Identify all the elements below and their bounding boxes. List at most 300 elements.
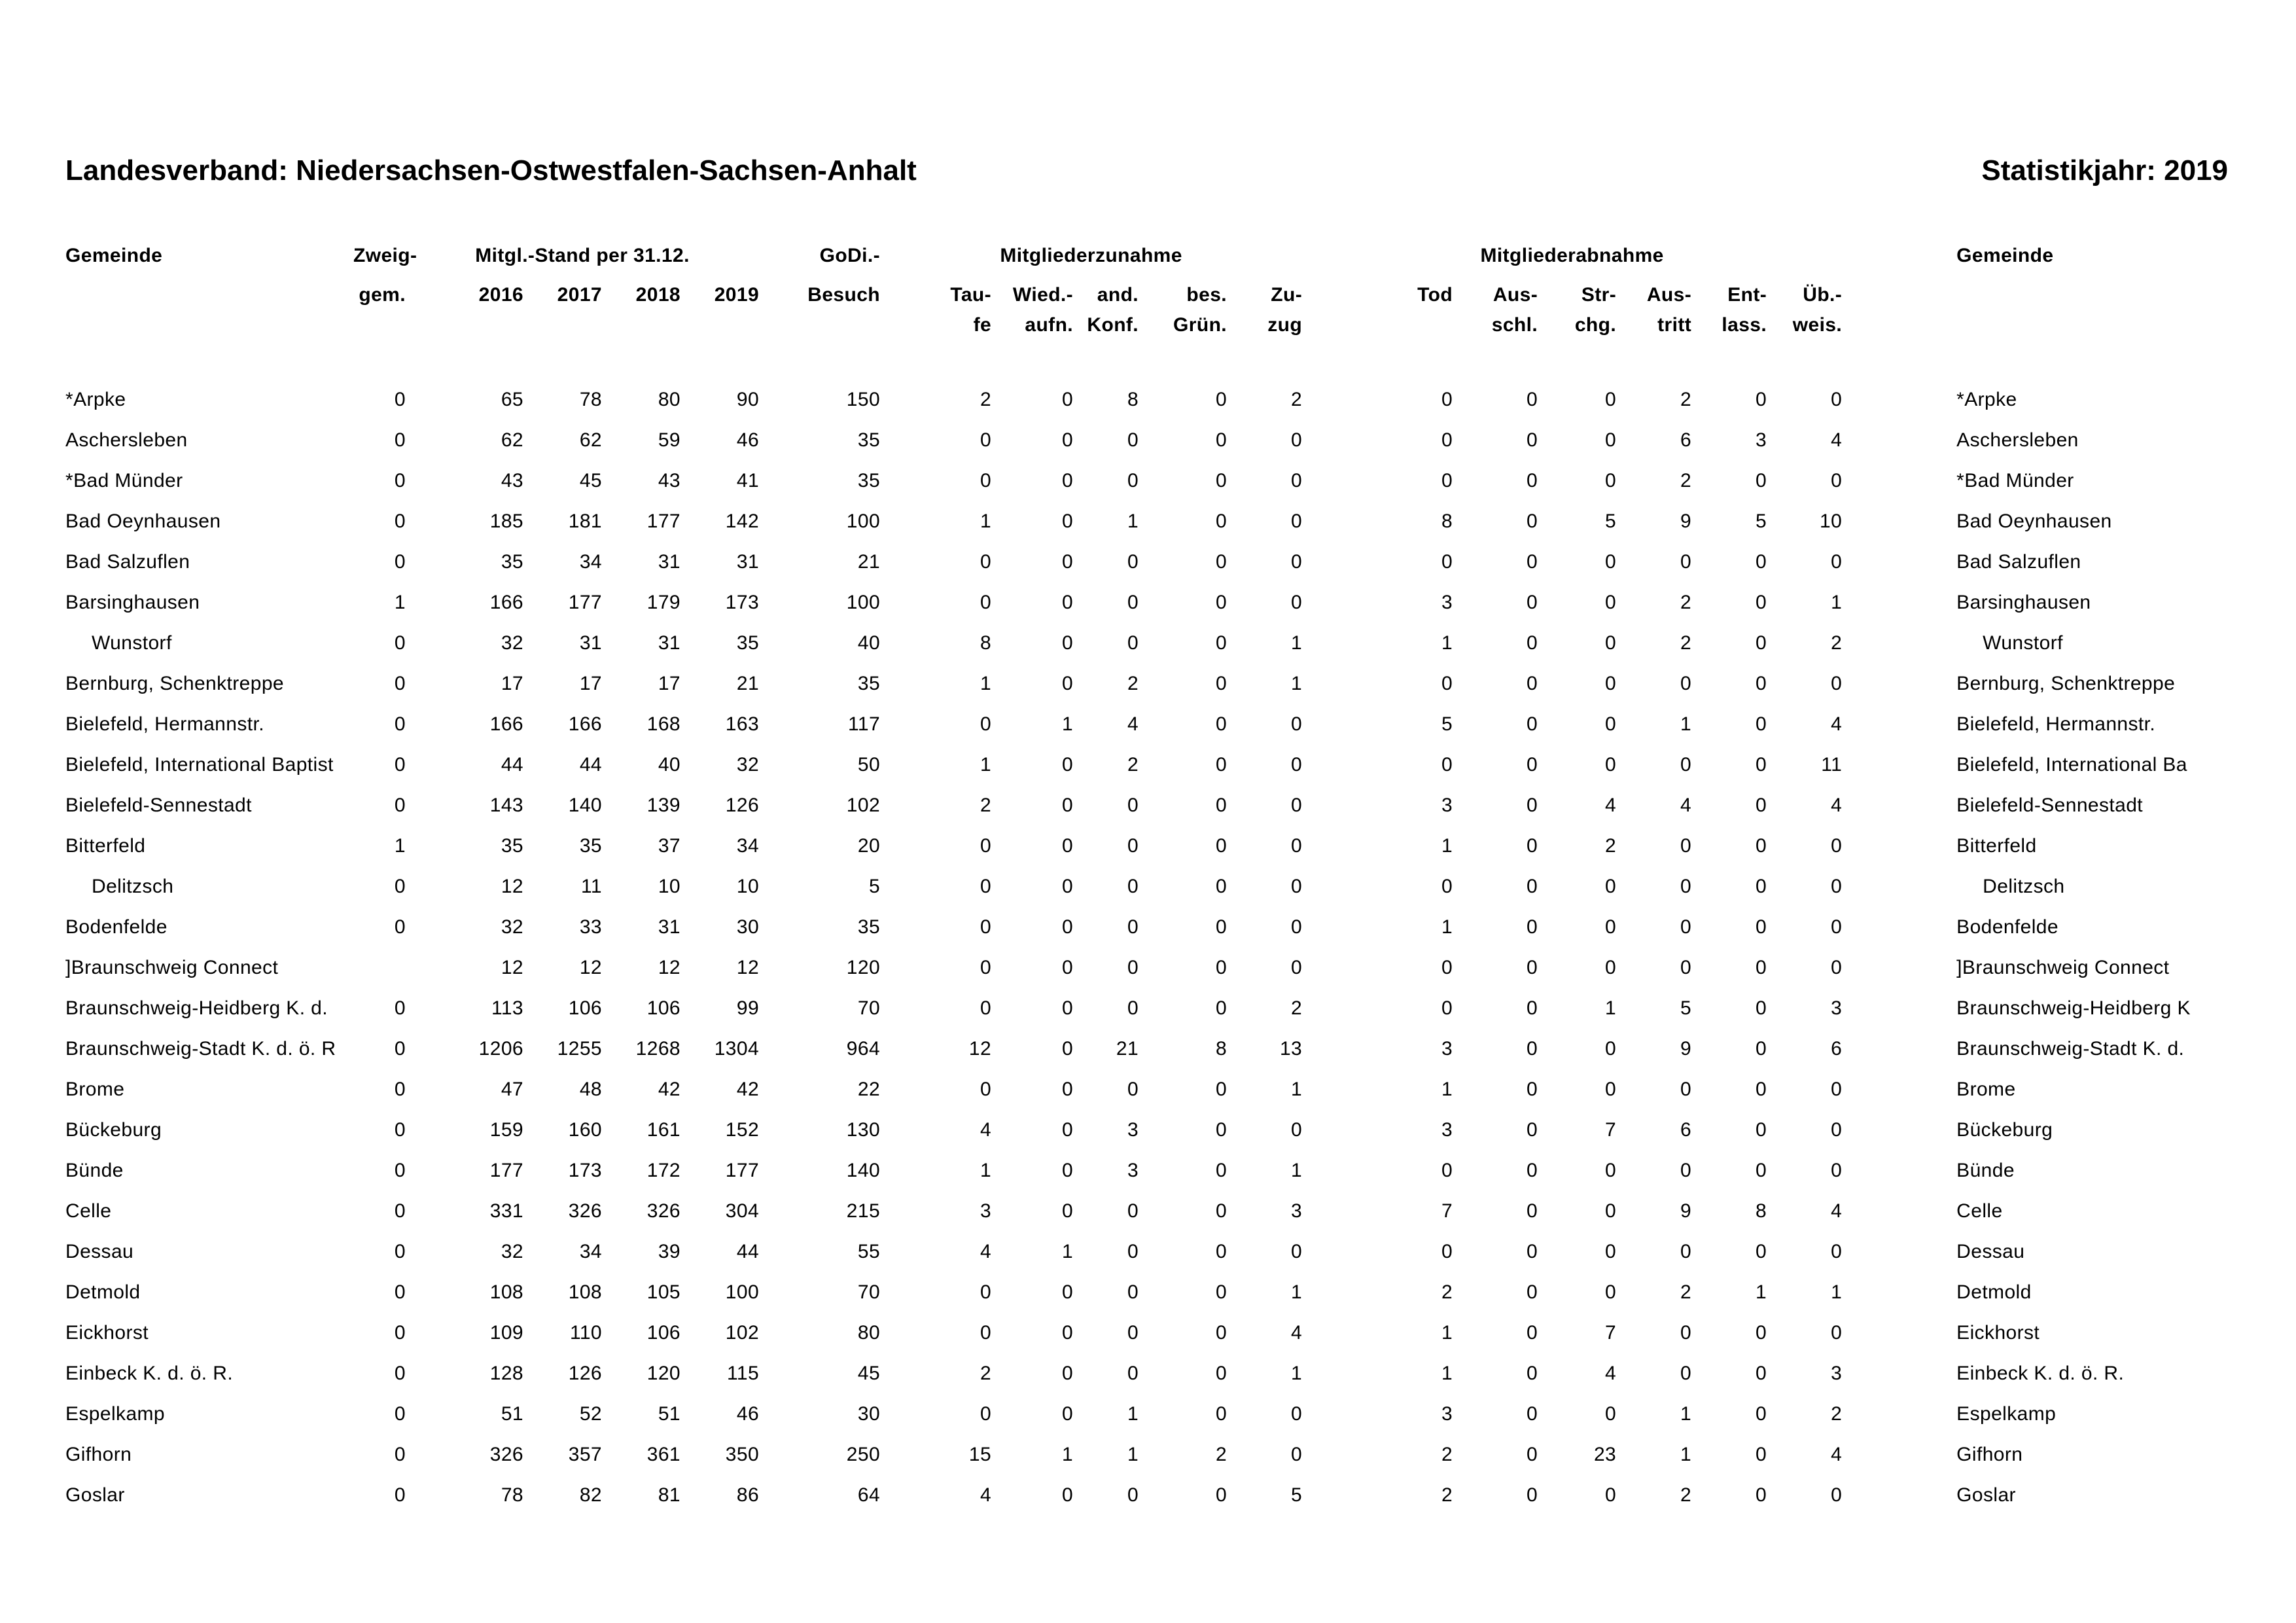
godi-besuch-value: 35 (857, 429, 881, 451)
zweiggemeinden-value: 0 (394, 1402, 406, 1425)
stand-2019-value: 34 (736, 834, 760, 857)
wiederaufnahme-value: 0 (1061, 632, 1074, 654)
row-spacer (1842, 1191, 1956, 1232)
stand-2016-value: 62 (501, 429, 523, 451)
zweiggemeinden-value: 1 (394, 591, 406, 613)
stand-2017-value: 52 (579, 1402, 602, 1425)
austritt-value: 0 (1680, 1159, 1692, 1181)
andere-konfession-value: 0 (1127, 1484, 1139, 1506)
tod-value: 1 (1441, 632, 1453, 654)
besondere-gruende-value: 0 (1215, 997, 1227, 1019)
ausschluss-value: 0 (1527, 1200, 1538, 1222)
stand-2017-value: 166 (568, 713, 602, 735)
ausschluss-value: 0 (1527, 510, 1538, 532)
wiederaufnahme-value: 0 (1061, 1078, 1074, 1100)
table-row (65, 664, 2231, 704)
andere-konfession-value: 0 (1127, 1078, 1139, 1100)
ueberweisung-value: 0 (1831, 1484, 1843, 1506)
taufe-value: 0 (980, 1402, 992, 1425)
ausschluss-value: 0 (1527, 1321, 1538, 1344)
col-header-tod-line2 (1302, 314, 1453, 343)
austritt-value: 0 (1680, 916, 1692, 938)
entlassung-value: 0 (1756, 956, 1767, 978)
godi-besuch-value: 21 (857, 550, 881, 573)
stand-2018-value: 59 (658, 429, 680, 451)
stand-2019-value: 46 (736, 1402, 760, 1425)
col-header-uebweis-line1: Üb.- (1803, 284, 1843, 306)
zuzug-value: 2 (1291, 388, 1303, 410)
table-row (65, 582, 2231, 623)
besondere-gruende-value: 0 (1215, 916, 1227, 938)
zweiggemeinden-value: 0 (394, 794, 406, 816)
col-header-wiedaufn-line1: Wied.- (1012, 284, 1074, 306)
zweiggemeinden-value: 0 (394, 1321, 406, 1344)
col-header-year-2016: 2016 (478, 284, 523, 306)
wiederaufnahme-value: 0 (1061, 1037, 1074, 1060)
statistics-table (65, 242, 2231, 1516)
stand-2019-value: 42 (736, 1078, 760, 1100)
zweiggemeinden-value: 0 (394, 753, 406, 776)
stand-2018-value: 81 (658, 1484, 680, 1506)
stand-2018-value: 172 (646, 1159, 680, 1181)
zweiggemeinden-value: 0 (394, 388, 406, 410)
tod-value: 0 (1441, 1159, 1453, 1181)
gemeinde-name: Eickhorst (65, 1321, 149, 1344)
col-header-entlass-line1: Ent- (1727, 284, 1767, 306)
wiederaufnahme-value: 0 (1061, 429, 1074, 451)
besondere-gruende-value: 0 (1215, 1118, 1227, 1141)
statistics-year-label: Statistikjahr: 2019 (1981, 154, 2228, 187)
tod-value: 0 (1441, 469, 1453, 491)
stand-2016-value: 159 (489, 1118, 523, 1141)
col-header-tod: Tod (1417, 284, 1453, 306)
ausschluss-value: 0 (1527, 1118, 1538, 1141)
stand-2019-value: 115 (727, 1362, 760, 1384)
zweiggemeinden-value: 0 (394, 1362, 406, 1384)
stand-2016-value: 166 (489, 591, 523, 613)
entlassung-value: 0 (1756, 1402, 1767, 1425)
stand-2018-value: 37 (658, 834, 680, 857)
gemeinde-name: Detmold (65, 1281, 141, 1303)
gemeinde-name-right: Brome (1956, 1078, 2016, 1100)
austritt-value: 9 (1680, 510, 1692, 532)
gemeinde-name: Bitterfeld (65, 834, 146, 857)
col-header-year-2019: 2019 (714, 284, 760, 306)
ueberweisung-value: 1 (1831, 1281, 1843, 1303)
gemeinde-name: Celle (65, 1200, 112, 1222)
col-header-year-2018: 2018 (635, 284, 680, 306)
col-header-gemeinde-right: Gemeinde (1956, 245, 2054, 266)
tod-value: 7 (1441, 1200, 1453, 1222)
besondere-gruende-value: 0 (1215, 591, 1227, 613)
stand-2017-value: 326 (568, 1200, 602, 1222)
streichung-value: 0 (1605, 469, 1617, 491)
stand-2018-value: 51 (658, 1402, 680, 1425)
zweiggemeinden-value: 1 (394, 834, 406, 857)
austritt-value: 2 (1680, 1281, 1692, 1303)
header-row-line2 (65, 284, 2231, 314)
col-header-godi-line2: Besuch (807, 284, 881, 306)
zuzug-value: 0 (1291, 753, 1303, 776)
zuzug-value: 0 (1291, 916, 1303, 938)
entlassung-value: 8 (1756, 1200, 1767, 1222)
col-header-zweig-line1: Zweig- (353, 245, 417, 266)
gemeinde-name-right: Aschersleben (1956, 429, 2079, 451)
zuzug-value: 2 (1291, 997, 1303, 1019)
zuzug-value: 1 (1291, 1362, 1303, 1384)
austritt-value: 0 (1680, 1362, 1692, 1384)
andere-konfession-value: 0 (1127, 834, 1139, 857)
ueberweisung-value: 0 (1831, 916, 1843, 938)
zweiggemeinden-value: 0 (394, 672, 406, 694)
gemeinde-name: Barsinghausen (65, 591, 200, 613)
col-header-austritt-line2: tritt (1657, 314, 1692, 336)
zweiggemeinden-value: 0 (394, 997, 406, 1019)
streichung-value: 0 (1605, 591, 1617, 613)
stand-2017-value: 34 (579, 550, 602, 573)
gemeinde-name: Bernburg, Schenktreppe (65, 672, 285, 694)
stand-2019-value: 173 (725, 591, 760, 613)
gemeinde-name: Gifhorn (65, 1443, 132, 1465)
tod-value: 0 (1441, 672, 1453, 694)
row-spacer (1842, 704, 1956, 745)
gemeinde-name-right: Celle (1956, 1200, 2003, 1222)
taufe-value: 12 (968, 1037, 992, 1060)
stand-2018-value: 31 (658, 550, 680, 573)
ausschluss-value: 0 (1527, 469, 1538, 491)
zweiggemeinden-value: 0 (394, 1078, 406, 1100)
stand-2019-value: 10 (736, 875, 760, 897)
ausschluss-value: 0 (1527, 1443, 1538, 1465)
entlassung-value: 0 (1756, 550, 1767, 573)
godi-besuch-value: 50 (857, 753, 881, 776)
row-spacer (1842, 501, 1956, 542)
entlassung-value: 0 (1756, 916, 1767, 938)
gemeinde-name-right: Braunschweig-Stadt K. d. (1956, 1037, 2185, 1060)
ueberweisung-value: 6 (1831, 1037, 1843, 1060)
taufe-value: 4 (980, 1240, 992, 1262)
stand-2016-value: 113 (491, 997, 523, 1019)
zweiggemeinden-value: 0 (394, 1443, 406, 1465)
zweiggemeinden-value: 0 (394, 550, 406, 573)
zweiggemeinden-value: 0 (394, 916, 406, 938)
andere-konfession-value: 3 (1127, 1118, 1139, 1141)
stand-2019-value: 1304 (714, 1037, 760, 1060)
gemeinde-name-right: *Bad Münder (1956, 469, 2074, 491)
besondere-gruende-value: 0 (1215, 1200, 1227, 1222)
ueberweisung-value: 11 (1821, 753, 1843, 776)
ausschluss-value: 0 (1527, 875, 1538, 897)
taufe-value: 15 (968, 1443, 992, 1465)
header-row-groups (65, 242, 2231, 284)
stand-2017-value: 48 (579, 1078, 602, 1100)
table-row (65, 866, 2231, 907)
andere-konfession-value: 0 (1127, 550, 1139, 573)
zweiggemeinden-value: 0 (394, 1200, 406, 1222)
austritt-value: 0 (1680, 550, 1692, 573)
ueberweisung-value: 0 (1831, 1321, 1843, 1344)
ausschluss-value: 0 (1527, 997, 1538, 1019)
entlassung-value: 0 (1756, 997, 1767, 1019)
table-row (65, 1191, 2231, 1232)
taufe-value: 2 (980, 388, 992, 410)
tod-value: 3 (1441, 1402, 1453, 1425)
table-row (65, 785, 2231, 826)
godi-besuch-value: 22 (857, 1078, 881, 1100)
row-spacer (1842, 745, 1956, 785)
wiederaufnahme-value: 0 (1061, 794, 1074, 816)
table-row (65, 1110, 2231, 1150)
gemeinde-name-right: Barsinghausen (1956, 591, 2091, 613)
andere-konfession-value: 0 (1127, 916, 1139, 938)
row-spacer (1842, 542, 1956, 582)
besondere-gruende-value: 0 (1215, 875, 1227, 897)
table-row (65, 948, 2231, 988)
entlassung-value: 0 (1756, 794, 1767, 816)
austritt-value: 0 (1680, 875, 1692, 897)
taufe-value: 1 (980, 753, 992, 776)
gemeinde-name-right: Bitterfeld (1956, 834, 2037, 857)
besondere-gruende-value: 0 (1215, 1159, 1227, 1181)
stand-2019-value: 350 (725, 1443, 760, 1465)
table-row (65, 826, 2231, 866)
godi-besuch-value: 100 (846, 591, 881, 613)
table-header (65, 242, 2231, 380)
stand-2017-value: 181 (568, 510, 602, 532)
stand-2016-value: 185 (489, 510, 523, 532)
austritt-value: 0 (1680, 834, 1692, 857)
stand-2017-value: 173 (568, 1159, 602, 1181)
gemeinde-name-right: Detmold (1956, 1281, 2032, 1303)
table-row (65, 461, 2231, 501)
gemeinde-name: Bielefeld, Hermannstr. (65, 713, 264, 735)
stand-2019-value: 142 (725, 510, 760, 532)
godi-besuch-value: 80 (857, 1321, 881, 1344)
stand-2019-value: 21 (736, 672, 760, 694)
gemeinde-name-right: *Arpke (1956, 388, 2017, 410)
gemeinde-name: Brome (65, 1078, 125, 1100)
streichung-value: 4 (1605, 1362, 1617, 1384)
stand-2016-value: 166 (489, 713, 523, 735)
andere-konfession-value: 0 (1127, 875, 1139, 897)
stand-2016-value: 108 (489, 1281, 523, 1303)
taufe-value: 0 (980, 1281, 992, 1303)
zuzug-value: 0 (1291, 956, 1303, 978)
stand-2017-value: 106 (568, 997, 602, 1019)
gemeinde-name: Bad Salzuflen (65, 550, 190, 573)
col-header-mitgliederabnahme: Mitgliederabnahme (1480, 245, 1664, 266)
wiederaufnahme-value: 0 (1061, 956, 1074, 978)
stand-2018-value: 31 (658, 632, 680, 654)
austritt-value: 6 (1680, 1118, 1692, 1141)
col-header-zweig-line2: gem. (359, 284, 406, 306)
godi-besuch-value: 64 (857, 1484, 881, 1506)
stand-2017-value: 11 (581, 875, 602, 897)
row-spacer (1842, 623, 1956, 664)
col-header-austritt-line1: Aus- (1646, 284, 1692, 306)
tod-value: 3 (1441, 1037, 1453, 1060)
streichung-value: 0 (1605, 1240, 1617, 1262)
stand-2018-value: 17 (658, 672, 680, 694)
stand-2016-value: 32 (501, 916, 523, 938)
stand-2018-value: 179 (646, 591, 680, 613)
col-header-zuzug-line2: zug (1267, 314, 1303, 336)
row-spacer (1842, 1353, 1956, 1394)
table-row (65, 1150, 2231, 1191)
entlassung-value: 0 (1756, 632, 1767, 654)
stand-2019-value: 102 (725, 1321, 760, 1344)
stand-2018-value: 139 (646, 794, 680, 816)
tod-value: 0 (1441, 550, 1453, 573)
andere-konfession-value: 0 (1127, 591, 1139, 613)
col-header-strchg-line1: Str- (1581, 284, 1617, 306)
zweiggemeinden-value: 0 (394, 632, 406, 654)
taufe-value: 1 (980, 1159, 992, 1181)
ueberweisung-value: 4 (1831, 1443, 1843, 1465)
header-row-line3 (65, 314, 2231, 343)
stand-2016-value: 326 (489, 1443, 523, 1465)
andere-konfession-value: 2 (1127, 753, 1139, 776)
stand-2017-value: 17 (579, 672, 602, 694)
entlassung-value: 0 (1756, 753, 1767, 776)
zuzug-value: 1 (1291, 632, 1303, 654)
zweiggemeinden-value: 0 (394, 875, 406, 897)
zuzug-value: 0 (1291, 1402, 1303, 1425)
zweiggemeinden-value: 0 (394, 1281, 406, 1303)
besondere-gruende-value: 0 (1215, 1362, 1227, 1384)
zweiggemeinden-value: 0 (394, 469, 406, 491)
stand-2016-value: 44 (501, 753, 523, 776)
taufe-value: 1 (980, 672, 992, 694)
godi-besuch-value: 35 (857, 469, 881, 491)
austritt-value: 0 (1680, 1078, 1692, 1100)
col-header-besgruen-line1: bes. (1186, 284, 1227, 306)
besondere-gruende-value: 0 (1215, 713, 1227, 735)
stand-2018-value: 12 (658, 956, 680, 978)
table-row (65, 745, 2231, 785)
stand-2019-value: 41 (736, 469, 760, 491)
godi-besuch-value: 117 (848, 713, 881, 735)
stand-2018-value: 177 (646, 510, 680, 532)
stand-2019-value: 46 (736, 429, 760, 451)
austritt-value: 9 (1680, 1200, 1692, 1222)
ueberweisung-value: 0 (1831, 1118, 1843, 1141)
stand-2016-value: 109 (489, 1321, 523, 1344)
austritt-value: 5 (1680, 997, 1692, 1019)
besondere-gruende-value: 0 (1215, 632, 1227, 654)
taufe-value: 0 (980, 713, 992, 735)
gemeinde-name-right: Bielefeld-Sennestadt (1956, 794, 2144, 816)
besondere-gruende-value: 0 (1215, 429, 1227, 451)
streichung-value: 0 (1605, 1281, 1617, 1303)
besondere-gruende-value: 0 (1215, 834, 1227, 857)
tod-value: 0 (1441, 429, 1453, 451)
andere-konfession-value: 1 (1127, 1443, 1139, 1465)
zweiggemeinden-value: 0 (394, 429, 406, 451)
col-header-uebweis-line2: weis. (1792, 314, 1843, 336)
ueberweisung-value: 1 (1831, 591, 1843, 613)
taufe-value: 0 (980, 834, 992, 857)
wiederaufnahme-value: 0 (1061, 1200, 1074, 1222)
gemeinde-name-right: Gifhorn (1956, 1443, 2023, 1465)
row-spacer (1842, 461, 1956, 501)
col-header-taufe-line1: Tau- (950, 284, 992, 306)
stand-2017-value: 35 (579, 834, 602, 857)
streichung-value: 0 (1605, 1484, 1617, 1506)
wiederaufnahme-value: 0 (1061, 388, 1074, 410)
entlassung-value: 0 (1756, 1443, 1767, 1465)
stand-2016-value: 51 (501, 1402, 523, 1425)
ausschluss-value: 0 (1527, 1362, 1538, 1384)
tod-value: 1 (1441, 1362, 1453, 1384)
zweiggemeinden-value: 0 (394, 713, 406, 735)
ausschluss-value: 0 (1527, 632, 1538, 654)
taufe-value: 0 (980, 997, 992, 1019)
andere-konfession-value: 8 (1127, 388, 1139, 410)
gemeinde-name-right: Bad Oeynhausen (1956, 510, 2112, 532)
tod-value: 1 (1441, 834, 1453, 857)
streichung-value: 0 (1605, 1200, 1617, 1222)
wiederaufnahme-value: 0 (1061, 1484, 1074, 1506)
tod-value: 0 (1441, 753, 1453, 776)
besondere-gruende-value: 0 (1215, 1281, 1227, 1303)
stand-2018-value: 40 (658, 753, 680, 776)
ueberweisung-value: 0 (1831, 469, 1843, 491)
gemeinde-name-right: Bernburg, Schenktreppe (1956, 672, 2176, 694)
stand-2018-value: 10 (658, 875, 680, 897)
stand-2016-value: 35 (501, 834, 523, 857)
taufe-value: 4 (980, 1484, 992, 1506)
streichung-value: 4 (1605, 794, 1617, 816)
gemeinde-name-right: ]Braunschweig Connect (1956, 956, 2170, 978)
wiederaufnahme-value: 0 (1061, 1362, 1074, 1384)
table-row (65, 988, 2231, 1029)
ausschluss-value: 0 (1527, 550, 1538, 573)
row-spacer (1842, 948, 1956, 988)
streichung-value: 0 (1605, 1402, 1617, 1425)
streichung-value: 0 (1605, 916, 1617, 938)
streichung-value: 0 (1605, 550, 1617, 573)
gemeinde-name-right: Wunstorf (1983, 632, 2063, 654)
stand-2016-value: 177 (489, 1159, 523, 1181)
tod-value: 0 (1441, 388, 1453, 410)
tod-value: 1 (1441, 916, 1453, 938)
besondere-gruende-value: 0 (1215, 388, 1227, 410)
stand-2018-value: 106 (646, 1321, 680, 1344)
row-spacer (1842, 1394, 1956, 1435)
wiederaufnahme-value: 0 (1061, 753, 1074, 776)
stand-2017-value: 31 (579, 632, 602, 654)
streichung-value: 2 (1605, 834, 1617, 857)
austritt-value: 1 (1680, 1402, 1692, 1425)
taufe-value: 0 (980, 1321, 992, 1344)
gemeinde-name-right: Bielefeld, International Ba (1956, 753, 2187, 776)
tod-value: 0 (1441, 956, 1453, 978)
andere-konfession-value: 4 (1127, 713, 1139, 735)
gemeinde-name-right: Bielefeld, Hermannstr. (1956, 713, 2156, 735)
stand-2018-value: 106 (646, 997, 680, 1019)
zuzug-value: 0 (1291, 794, 1303, 816)
streichung-value: 0 (1605, 1159, 1617, 1181)
streichung-value: 0 (1605, 388, 1617, 410)
stand-2017-value: 177 (568, 591, 602, 613)
col-header-ausschl-line1: Aus- (1492, 284, 1538, 306)
row-spacer (1842, 1110, 1956, 1150)
ueberweisung-value: 3 (1831, 1362, 1843, 1384)
wiederaufnahme-value: 1 (1061, 713, 1074, 735)
stand-2018-value: 168 (646, 713, 680, 735)
stand-2016-value: 1206 (478, 1037, 523, 1060)
